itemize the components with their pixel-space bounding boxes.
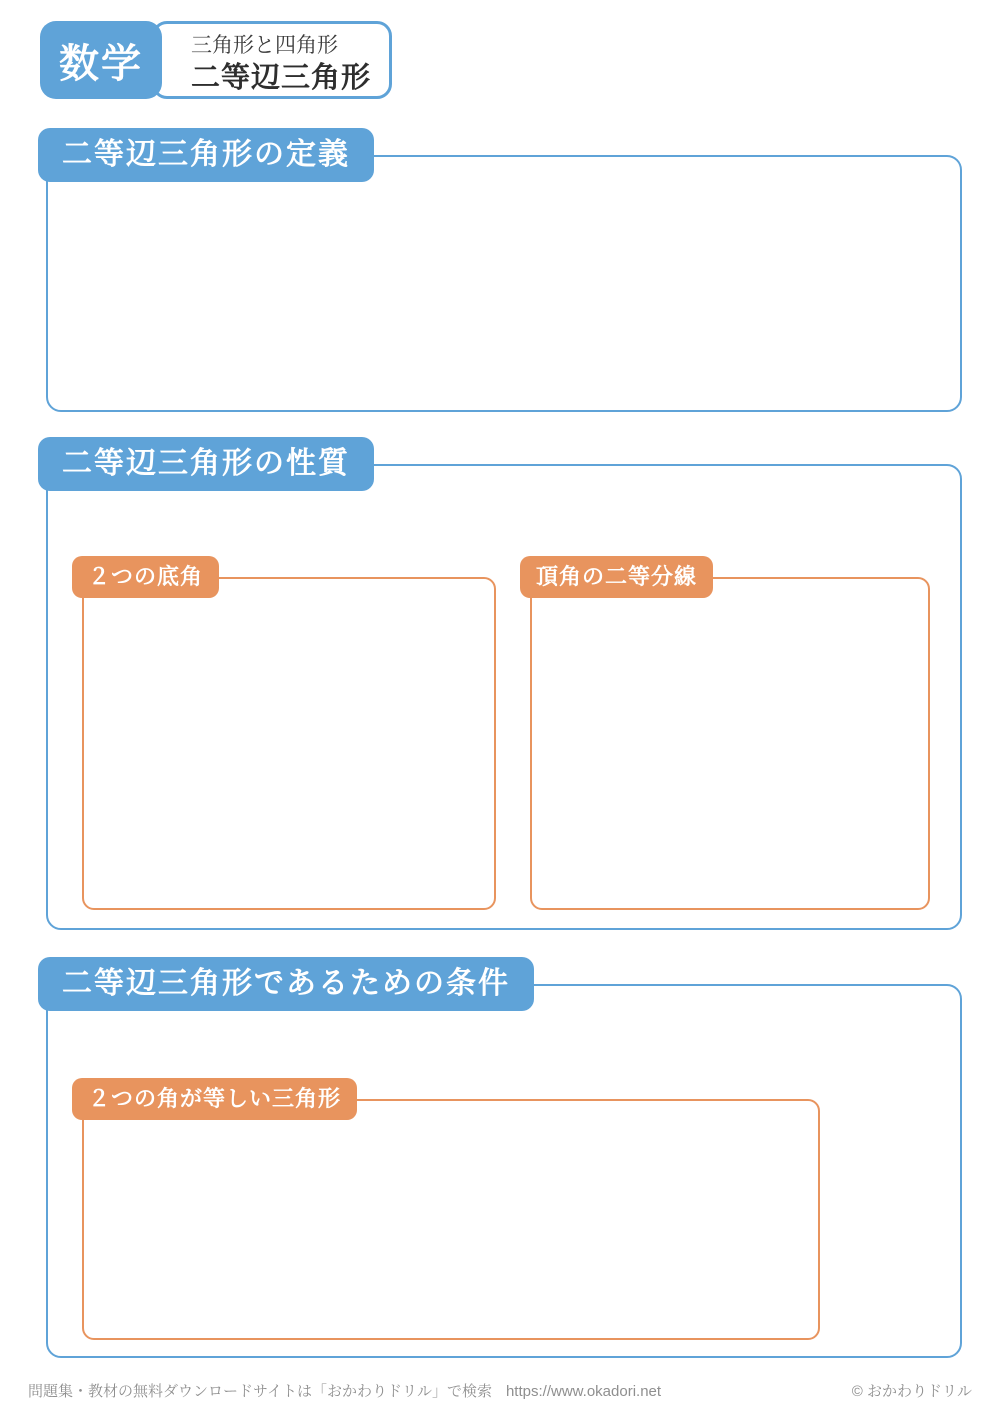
footer-copyright: © おかわりドリル	[851, 1383, 972, 1400]
bisector-card	[530, 577, 930, 910]
equal-angles-card-badge: ２つの角が等しい三角形	[72, 1078, 357, 1120]
footer-note-text: 問題集・教材の無料ダウンロードサイトは「おかわりドリル」で検索	[28, 1383, 492, 1400]
condition-title: 二等辺三角形であるための条件	[38, 957, 534, 1011]
properties-title: 二等辺三角形の性質	[38, 437, 374, 491]
definition-panel	[46, 155, 962, 412]
unit-title-box	[152, 21, 392, 99]
footer-note	[28, 1380, 675, 1401]
bisector-card-badge: 頂角の二等分線	[520, 556, 713, 598]
base-angles-card	[82, 577, 496, 910]
base-angles-card-badge: ２つの底角	[72, 556, 219, 598]
subject-badge: 数学	[40, 21, 162, 99]
footer-url: https://www.okadori.net	[505, 1383, 662, 1400]
unit-chapter: 三角形と四角形	[191, 34, 338, 57]
unit-topic: 二等辺三角形	[191, 62, 372, 94]
definition-title: 二等辺三角形の定義	[38, 128, 374, 182]
equal-angles-card	[82, 1099, 820, 1340]
